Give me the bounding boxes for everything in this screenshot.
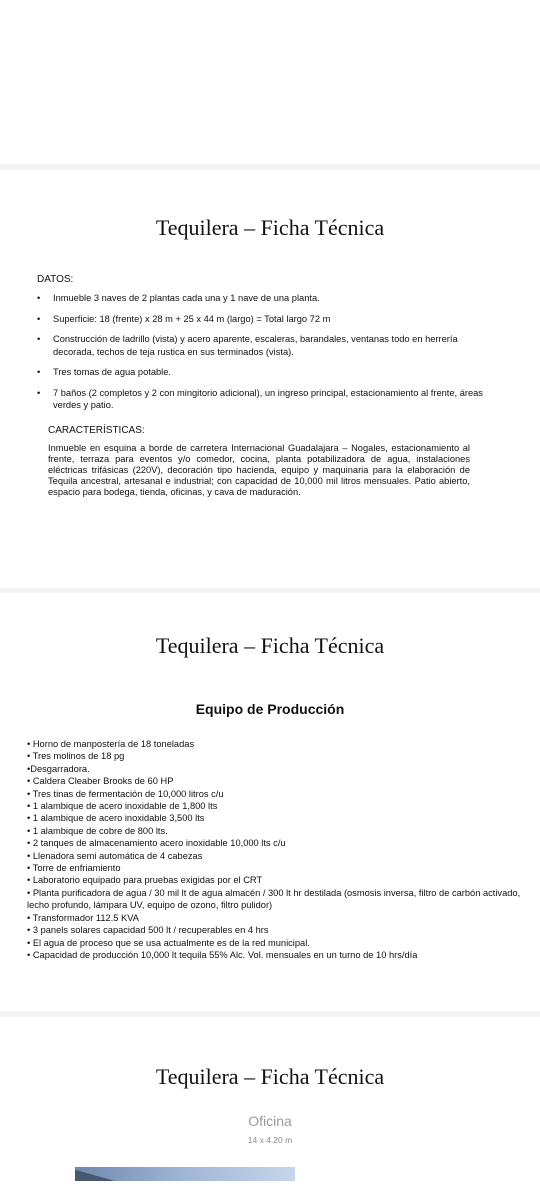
list-item: • 1 alambique de acero inoxidable de 1,800 lts: [27, 801, 218, 812]
list-item: • El agua de proceso que se usa actualmente es de la red municipal.: [27, 937, 310, 948]
list-item: • 7 baños (2 completos y 2 con mingitorio adicional), un ingreso principal, estacionamiento al frente, áreas verdes y patio.: [37, 387, 483, 410]
list-item: • Planta purificadora de agua / 30 mil lt de agua almacén / 300 lt hr destilada (osmosis inversa, filtro de carbón activado, lecho profundo, lámpara UV, equipo de ozono, filtro pulidor): [27, 887, 521, 911]
list-item: • Transformador 112.5 KVA: [27, 912, 139, 923]
office-photo: [75, 1167, 295, 1181]
list-item: • Llenadora semi automática de 4 cabezas: [27, 850, 203, 861]
caracteristicas-text: Inmueble en esquina a borde de carretera Internacional Guadalajara – Nogales, estacionamiento al frente, terraza para eventos y/o comedor, cocina, planta potabilizadora de agua, instalaciones eléctricas trifásicas (220V), decoración tipo hacienda, equipo y maquinaria para la elaboración de Tequila ancestral, artesanal e industrial; con capacidad de 10,000 mil litros mensuales. Patio abierto, espacio para bodega, tienda, oficinas, y cava de maduración.: [48, 443, 470, 497]
page-equipo: [0, 593, 540, 1011]
list-item: • Laboratorio equipado para pruebas exigidas por el CRT: [27, 875, 263, 886]
list-item: • Tres tomas de agua potable.: [37, 367, 172, 377]
list-item: • Construcción de ladrillo (vista) y acero aparente, escaleras, barandales, ventanas todo en herrería decorada, techos de teja rustica en sus terminados (vista).: [37, 334, 458, 357]
list-item: • Torre de enfriamiento: [27, 863, 121, 874]
section-subtitle: Equipo de Producción: [195, 701, 345, 717]
datos-list: [37, 292, 497, 420]
list-item: • 2 tanques de almacenamiento acero inoxidable 10,000 lts c/u: [27, 838, 286, 849]
list-item: • Tres tinas de fermentación de 10,000 litros c/u: [27, 788, 224, 799]
equipment-list: [27, 738, 522, 961]
office-dimensions: 14 x 4.20 m: [247, 1135, 293, 1145]
page-title: Tequilera – Ficha Técnica: [155, 633, 385, 658]
datos-label: DATOS:: [37, 274, 74, 285]
list-item: • Horno de manpostería de 18 toneladas: [27, 739, 195, 749]
roof-shape: [75, 1167, 115, 1181]
list-item: • Superficie: 18 (frente) x 28 m + 25 x 44 m (largo) = Total largo 72 m: [37, 313, 331, 324]
caracteristicas-label: CARACTERÍSTICAS:: [48, 425, 145, 436]
page-datos: [0, 170, 540, 588]
page-top-blank: [0, 0, 540, 164]
list-item: • Caldera Cleaber Brooks de 60 HP: [27, 776, 174, 787]
page-title: Tequilera – Ficha Técnica: [155, 215, 385, 240]
list-item: • 3 panels solares capacidad 500 lt / recuperables en 4 hrs: [27, 925, 269, 936]
list-item: • Capacidad de producción 10,000 lt tequila 55% Alc. Vol. mensuales en un turno de 10 hrs/día: [27, 949, 418, 960]
list-item: • 1 alambique de cobre de 800 lts.: [27, 825, 168, 836]
page-title: Tequilera – Ficha Técnica: [155, 1064, 385, 1089]
office-label: Oficina: [248, 1113, 292, 1129]
list-item: •Desgarradora.: [27, 763, 90, 774]
list-item: • Inmueble 3 naves de 2 plantas cada una y 1 nave de una planta.: [37, 293, 320, 303]
list-item: • 1 alambique de acero inoxidable 3,500 lts: [27, 813, 205, 824]
list-item: • Tres molinos de 18 pg: [27, 751, 125, 762]
page-oficina: [0, 1017, 540, 1200]
